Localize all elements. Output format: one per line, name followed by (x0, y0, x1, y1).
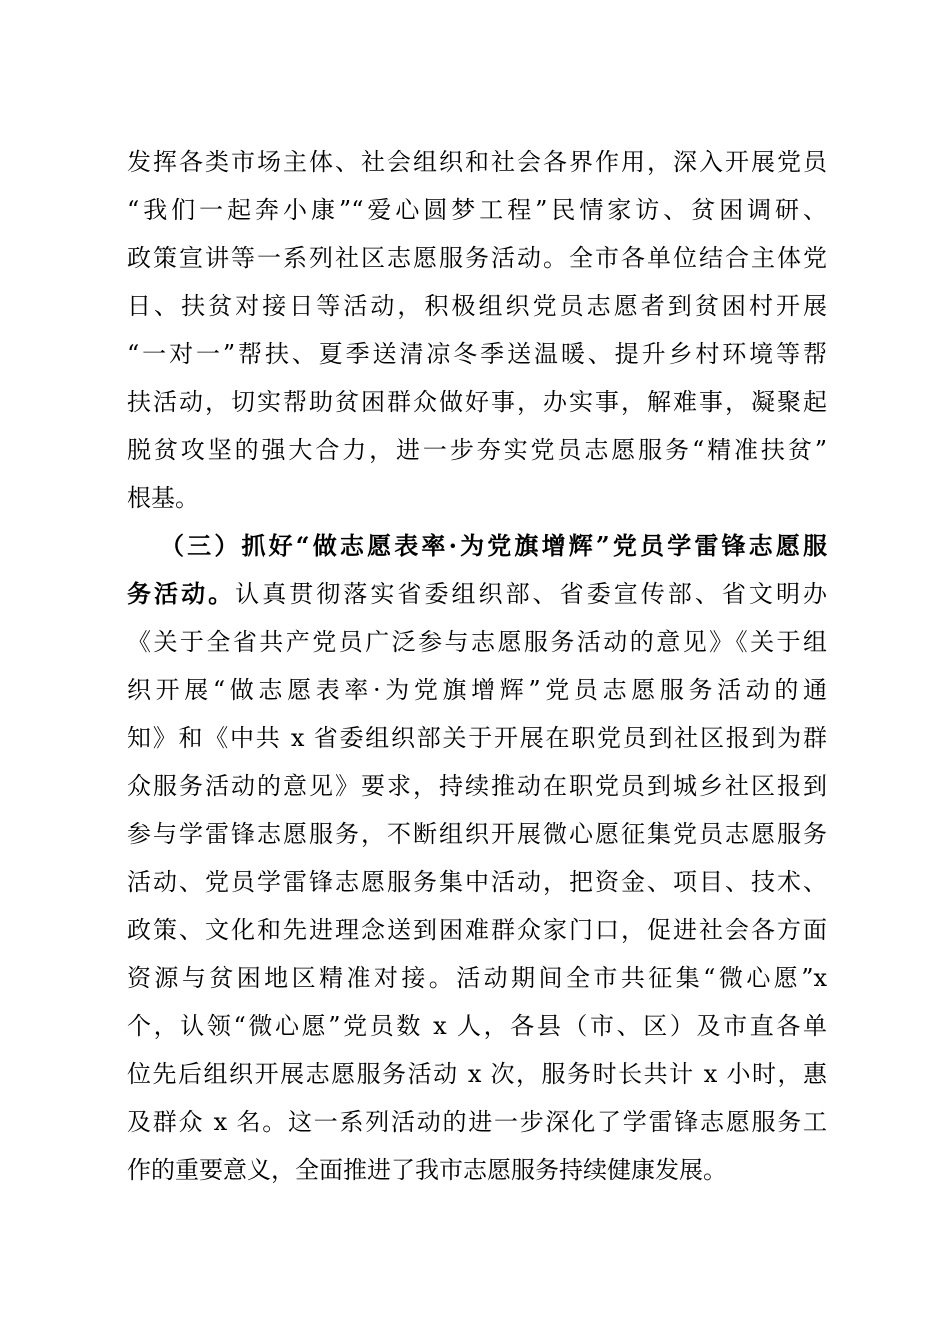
text-line: 政策、文化和先进理念送到困难群众家门口，促进社会各方面 (127, 916, 827, 944)
text-line: 活动、党员学雷锋志愿服务集中活动，把资金、项目、技术、 (127, 868, 827, 896)
text-line: 织开展“做志愿表率·为党旗增辉”党员志愿服务活动的通 (127, 676, 827, 704)
text-line: 及群众 x 名。这一系列活动的进一步深化了学雷锋志愿服务工 (127, 1108, 827, 1136)
text-line: “一对一”帮扶、夏季送清凉冬季送温暖、提升乡村环境等帮 (127, 340, 827, 368)
text-line: 个，认领“微心愿”党员数 x 人，各县（市、区）及市直各单 (127, 1012, 827, 1040)
text-line: “我们一起奔小康”“爱心圆梦工程”民情家访、贫困调研、 (127, 196, 827, 224)
text-line: 众服务活动的意见》要求，持续推动在职党员到城乡社区报到 (127, 772, 827, 800)
text-line: 作的重要意义，全面推进了我市志愿服务持续健康发展。 (127, 1156, 727, 1184)
text-line: 发挥各类市场主体、社会组织和社会各界作用，深入开展党员 (127, 148, 827, 176)
text-line: 政策宣讲等一系列社区志愿服务活动。全市各单位结合主体党 (127, 244, 827, 272)
section-heading: （三）抓好“做志愿表率·为党旗增辉”党员学雷锋志愿服 (160, 531, 827, 560)
text-line: 日、扶贫对接日等活动，积极组织党员志愿者到贫困村开展 (127, 292, 827, 320)
text-line: 资源与贫困地区精准对接。活动期间全市共征集“微心愿”x (127, 964, 827, 992)
text-line: 知》和《中共 x 省委组织部关于开展在职党员到社区报到为群 (127, 724, 827, 752)
text-line: 扶活动，切实帮助贫困群众做好事，办实事，解难事，凝聚起 (127, 388, 827, 416)
text-line: 根基。 (127, 484, 199, 512)
text-line: 参与学雷锋志愿服务，不断组织开展微心愿征集党员志愿服务 (127, 820, 827, 848)
text-line (127, 574, 827, 614)
text-line: 脱贫攻坚的强大合力，进一步夯实党员志愿服务“精准扶贫” (127, 436, 827, 464)
section-heading-end: 务活动。 (127, 579, 236, 608)
text-line-rest: 认真贯彻落实省委组织部、省委宣传部、省文明办 (235, 580, 828, 608)
text-line: 位先后组织开展志愿服务活动 x 次，服务时长共计 x 小时，惠 (127, 1060, 827, 1088)
text-line: 《关于全省共产党员广泛参与志愿服务活动的意见》《关于组 (127, 628, 827, 656)
